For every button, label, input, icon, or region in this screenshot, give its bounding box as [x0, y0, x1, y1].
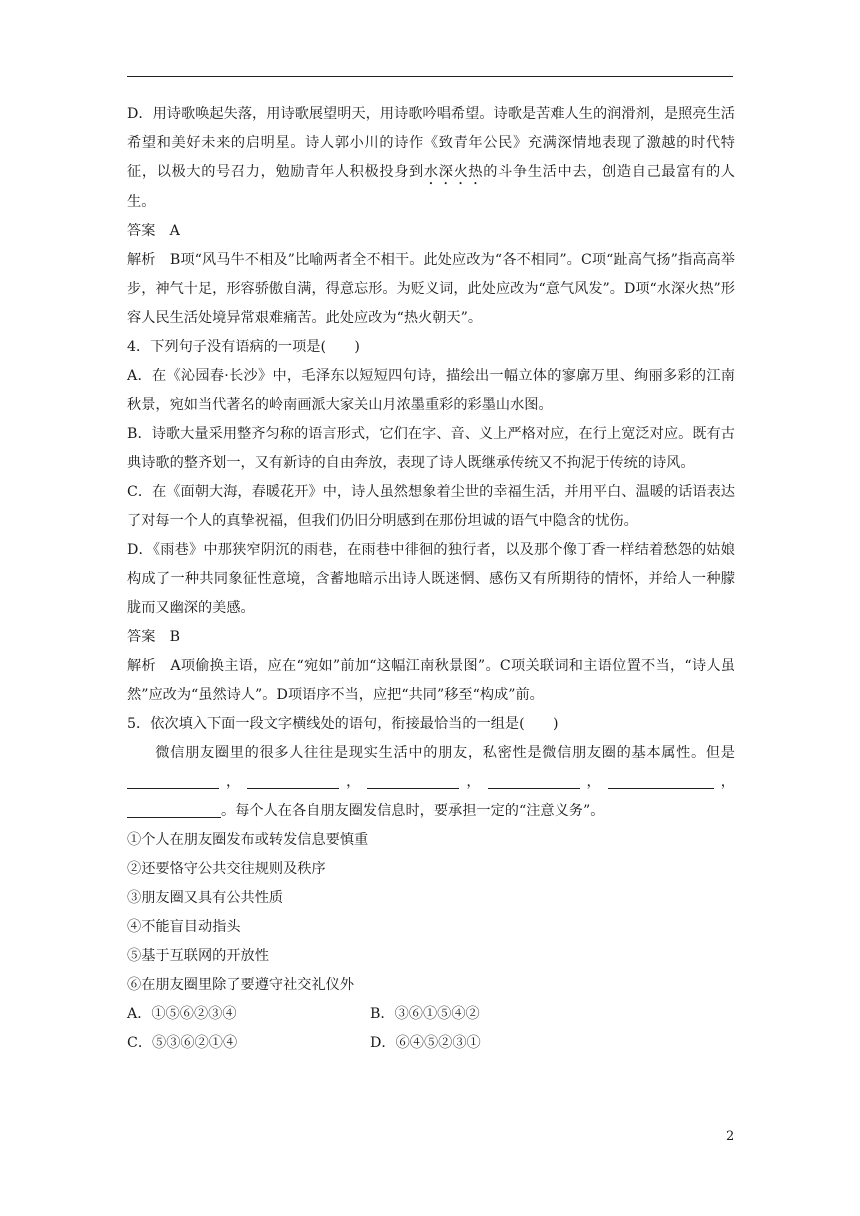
q5-item: ⑤基于互联网的开放性 — [127, 948, 269, 964]
q5-stem: 5．依次填入下面一段文字横线处的语句，衔接最恰当的一组是( ) — [127, 716, 559, 732]
q4-option-b: B．诗歌大量采用整齐匀称的语言形式，它们在字、音、义上严格对应，在行上宽泛对应。既有古典诗歌的整齐划一，又有新诗的自由奔放，表现了诗人既继承传统又不拘泥于传统的诗风。 — [127, 426, 735, 471]
fill-blank[interactable] — [127, 799, 221, 818]
comma: ， — [713, 774, 735, 790]
q3-analysis: 解析 B项“风马牛不相及”比喻两者全不相干。此处应改为“各不相同”。C项“趾高气扬”指高高举步，神气十足，形容骄傲自满，得意忘形。为贬义词，此处应改为“意气风发”。D项“水深火热”形容人民生活处境异常艰难痛苦。此处应改为“热火朝天”。 — [127, 252, 735, 326]
q5-item: ③朋友圈又具有公共性质 — [127, 890, 284, 906]
q3-option-d-text: D．用诗歌唤起失落，用诗歌展望明天，用诗歌吟唱希望。诗歌是苦难人生的润滑剂，是照亮生活希望和美好未来的启明星。诗人郭小川的诗作《致青年公民》充满深情地表现了激越的时代特征，以极大的号召力，勉励青年人积极投身到 — [127, 106, 735, 180]
emphasized-phrase: 水深火热 — [423, 164, 484, 180]
fill-blank[interactable] — [608, 770, 714, 789]
comma: ， — [219, 774, 248, 790]
fill-blank[interactable] — [367, 770, 459, 789]
q5-choice-d[interactable]: D．⑥④⑤②③① — [370, 1035, 481, 1051]
q3-answer: 答案 A — [127, 223, 180, 239]
q4-answer: 答案 B — [127, 629, 180, 645]
q5-passage-start: 微信朋友圈里的很多人往往是现实生活中的朋友，私密性是微信朋友圈的基本属性。但是 — [155, 745, 735, 761]
q3-option-d — [127, 100, 735, 217]
q5-passage-end: 。每个人在各自朋友圈发信息时，要承担一定的“注意义务”。 — [221, 803, 605, 819]
q5-item: ④不能盲目动指头 — [127, 919, 241, 935]
q4-stem: 4．下列句子没有语病的一项是( ) — [127, 339, 360, 355]
q4-option-d: D．《雨巷》中那狭窄阴沉的雨巷，在雨巷中徘徊的独行者，以及那个像丁香一样结着愁怨的姑娘构成了一种共同象征性意境，含蓄地暗示出诗人既迷惘、感伤又有所期待的情怀，并给人一种朦胧而又幽深的美感。 — [127, 542, 735, 616]
fill-blank[interactable] — [488, 770, 580, 789]
q5-choices-row-2 — [127, 1029, 735, 1058]
q5-choice-c[interactable]: C．⑤③⑥②①④ — [127, 1035, 238, 1051]
fill-blank[interactable] — [247, 770, 339, 789]
q5-item: ①个人在朋友圈发布或转发信息要慎重 — [127, 832, 369, 848]
comma: ， — [459, 774, 488, 790]
document-body — [127, 100, 735, 1058]
q5-choice-a[interactable]: A．①⑤⑥②③④ — [127, 1006, 237, 1022]
fill-blank[interactable] — [127, 770, 219, 789]
q5-choice-b[interactable]: B．③⑥①⑤④② — [370, 1006, 480, 1022]
comma: ， — [579, 774, 608, 790]
q4-analysis: 解析 A项偷换主语，应在“宛如”前加“这幅江南秋景图”。C项关联词和主语位置不当，“诗人虽然”应改为“虽然诗人”。D项语序不当，应把“共同”移至“构成”前。 — [127, 658, 735, 703]
q4-option-c: C．在《面朝大海，春暖花开》中，诗人虽然想象着尘世的幸福生活，并用平白、温暖的话语表达了对每一个人的真挚祝福，但我们仍旧分明感到在那份坦诚的语气中隐含的忧伤。 — [127, 484, 735, 529]
q4-option-a: A．在《沁园春·长沙》中，毛泽东以短短四句诗，描绘出一幅立体的寥廓万里、绚丽多彩的江南秋景，宛如当代著名的岭南画派大家关山月浓墨重彩的彩墨山水图。 — [127, 368, 735, 413]
q5-choices-row-1 — [127, 1000, 735, 1029]
q3-option-d-text-end: 的斗争生活中去，创造自己最富有的人生。 — [127, 164, 735, 210]
q5-item: ⑥在朋友圈里除了要遵守社交礼仪外 — [127, 977, 355, 993]
q5-passage — [127, 739, 735, 826]
q5-item: ②还要恪守公共交往规则及秩序 — [127, 861, 326, 877]
header-rule — [127, 76, 733, 77]
page-number: 2 — [726, 1129, 735, 1144]
comma: ， — [339, 774, 368, 790]
